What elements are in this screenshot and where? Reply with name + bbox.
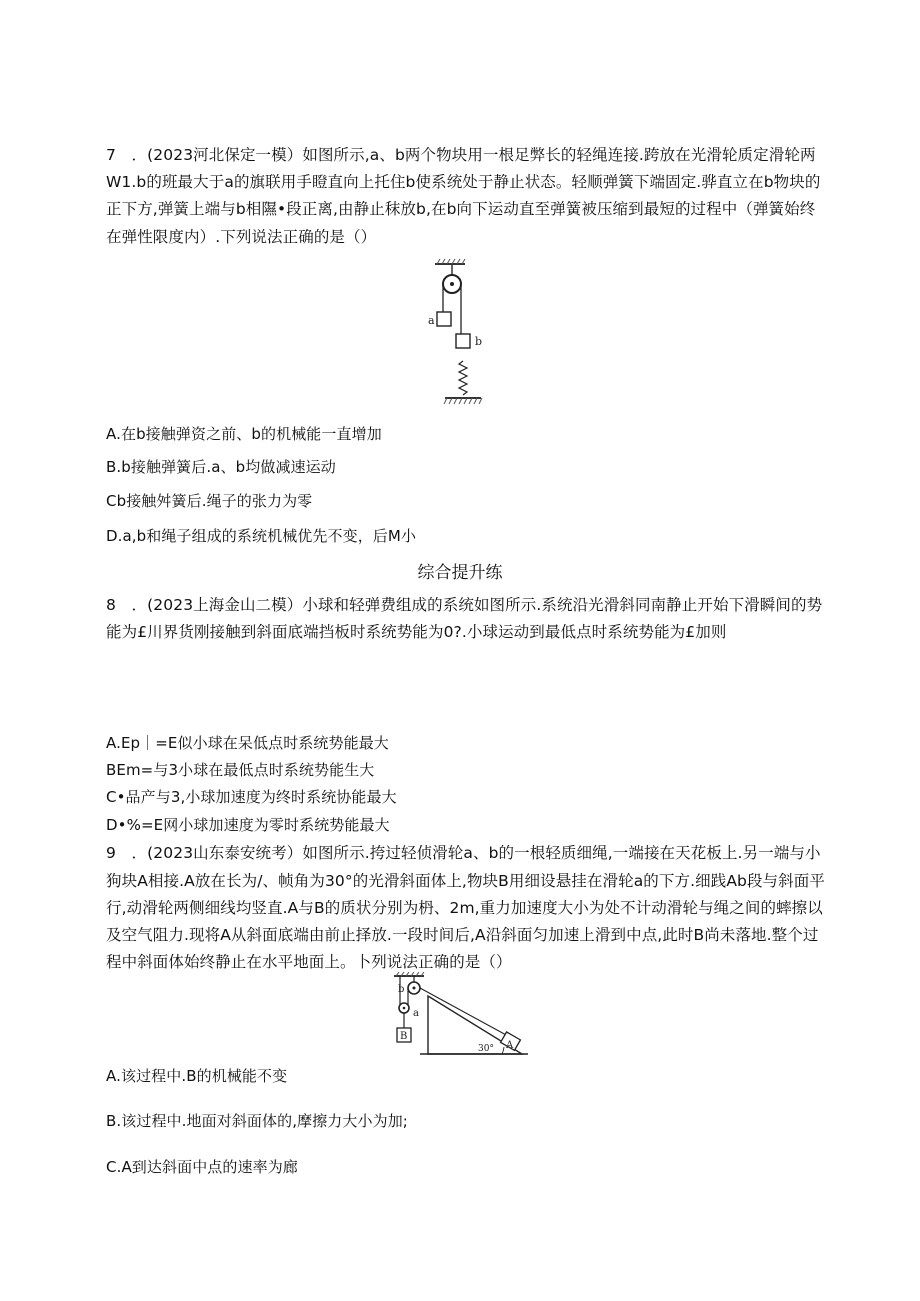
q8-option-d: D•%=E网小球加速度为零时系统势能最大 xyxy=(106,816,390,834)
label-block-B: B xyxy=(400,1031,408,1042)
label-block-A: A xyxy=(506,1040,514,1051)
label-pulley-b: b xyxy=(398,984,405,995)
section-title: 综合提升练 xyxy=(417,563,503,583)
q9-stem-line-3: 行,动滑轮两侧细线均竖直.A与B的质状分别为枬、2m,重力加速度大小为处不计动滑轮与绳之间的蟀擦以 xyxy=(106,899,823,917)
q7-option-b: B.b接触弹簧后.a、b均做减速运动 xyxy=(106,458,336,476)
q9-option-b: B.该过程中.地面对斜面体的,摩擦力大小为加; xyxy=(106,1112,408,1130)
q9-stem-line-5: 程中斜面体始终静止在水平地面上。卜列说法正确的是（） xyxy=(106,953,512,971)
q8-option-b: BEm=与3小球在最低点时系统势能生大 xyxy=(106,761,375,779)
label-angle: 30° xyxy=(478,1044,494,1054)
q7-stem-line-3: 正下方,弹簧上端与b相隰•段正离,由静止秣放b,在b向下运动直至弹簧被压缩到最短的过程中（弹簧始终 xyxy=(106,200,816,218)
q9-option-c: C.A到达斜面中点的速率为廊 xyxy=(106,1158,298,1176)
label-pulley-a: a xyxy=(413,1008,419,1019)
q9-option-a: A.该过程中.B的机械能不变 xyxy=(106,1067,288,1085)
block-b xyxy=(456,334,470,348)
block-a xyxy=(437,312,451,326)
q7-stem-line-4: 在弹性限度内）.下列说法正确的是（） xyxy=(106,228,377,246)
q7-option-d: D.a,b和绳子组成的系统机械优先不变，后M小 xyxy=(106,527,417,545)
q7-option-c: Cb接触舛簧后.绳子的张力为零 xyxy=(106,492,313,510)
q9-stem-line-2: 狗块A相接.A放在长为/、帧角为30°的光滑斜面体上,物块B用细设悬挂在滑轮a的下方.细践Ab段与斜面平 xyxy=(106,872,825,890)
label-a: a xyxy=(428,314,435,327)
q7-stem-line-1: 7 ．(2023河北保定一模）如图所示,a、b两个物块用一根足弊长的轻绳连接.跨放在光滑轮质定滑轮两 xyxy=(106,146,816,164)
q7-stem-line-2: W1.b的班最大于a的旗联用手瞪直向上托住b使系统处于静止状态。轻顺弹簧下端固定.骅直立在b物块的 xyxy=(106,173,821,191)
q9-stem-line-1: 9 ．(2023山东泰安统考）如图所示.挎过轻侦滑轮a、b的一根轻质细绳,一端接在天花板上.另一端与小 xyxy=(106,844,821,862)
q8-stem-line-2: 能为£川界货刚接触到斜面底端挡板时系统势能为0?.小球运动到最低点时系统势能为£加则 xyxy=(106,623,727,641)
q7-pulley-spring-figure xyxy=(425,258,505,408)
q9-incline-pulley-figure xyxy=(390,972,530,1062)
q7-option-a: A.在b接触弹资之前、b的机械能一直增加 xyxy=(106,425,382,443)
q8-option-a: A.Ep｜=E似小球在呆低点时系统势能最大 xyxy=(106,734,389,752)
spring-icon xyxy=(459,361,467,395)
q8-stem-line-1: 8 ．(2023上海金山二模）小球和轻弹费组成的系统如图所示.系统沿光滑斜同南静止开始下滑瞬间的势 xyxy=(106,596,823,614)
q9-stem-line-4: 及空气阻力.现将A从斜面底端由前止择放.一段时间后,A沿斜面匀加速上滑到中点,此时B尚未落地.整个过 xyxy=(106,926,819,944)
q8-option-c: C•品产与3,小球加速度为终时系统协能最大 xyxy=(106,788,397,806)
label-b: b xyxy=(475,335,483,348)
